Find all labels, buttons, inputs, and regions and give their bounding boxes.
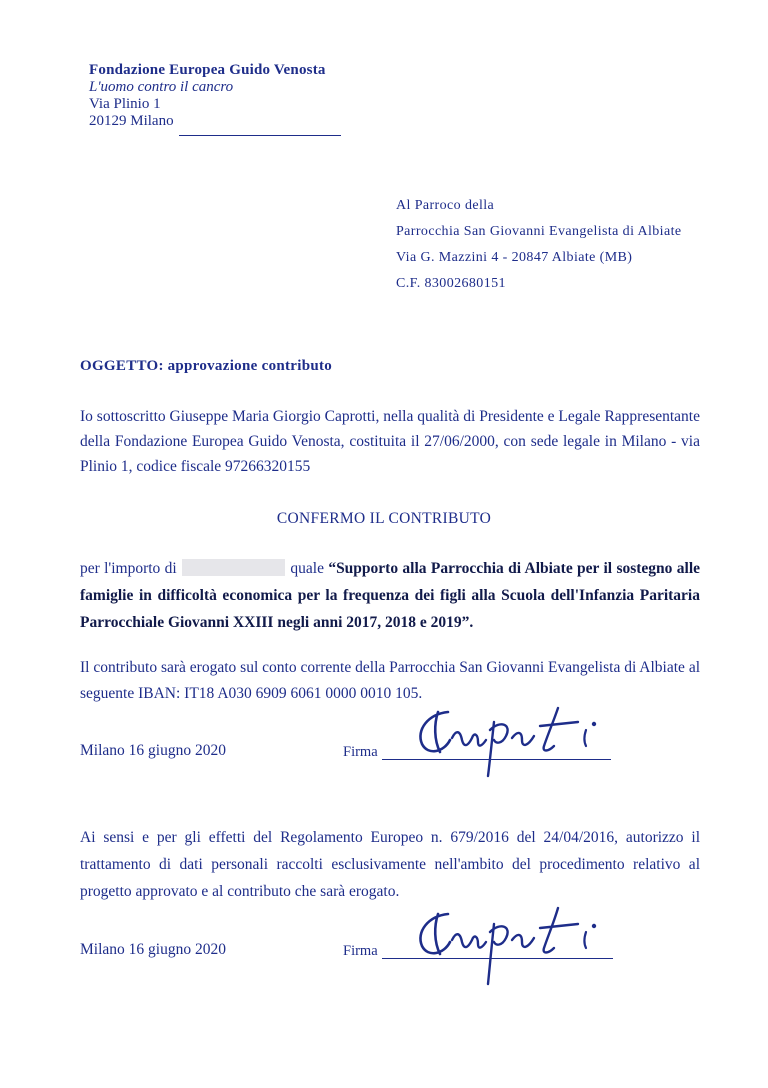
place-date-1: Milano 16 giugno 2020 [80, 742, 226, 759]
subject-text: approvazione contributo [167, 358, 333, 374]
amount-prefix: per l'importo di [80, 560, 177, 577]
handwritten-signature-2 [408, 898, 608, 988]
subject-label: OGGETTO: [80, 358, 164, 374]
recipient-line1: Al Parroco della [396, 198, 495, 213]
recipient-line4: C.F. 83002680151 [396, 276, 506, 291]
sender-street: Via Plinio 1 [89, 96, 161, 112]
sender-block [89, 62, 326, 130]
recipient-block [396, 193, 682, 297]
signature-label-1: Firma [343, 744, 378, 760]
confirm-heading: CONFERMO IL CONTRIBUTO [276, 510, 492, 527]
sender-tagline: L'uomo contro il cancro [89, 79, 234, 95]
amount-paragraph [80, 555, 700, 636]
place-date-2: Milano 16 giugno 2020 [80, 941, 226, 958]
amount-middle: quale [290, 560, 324, 577]
intro-paragraph: Io sottoscritto Giuseppe Maria Giorgio Caprotti, nella qualità di Presidente e Legale Rappresentante della Fondazione Europea Guido Venosta, costituita il 27/06/2000, con sede legale in Milano - via Plinio 1, codice fiscale 97266320155 [80, 408, 700, 475]
recipient-line3: Via G. Mazzini 4 - 20847 Albiate (MB) [396, 250, 633, 265]
recipient-line2: Parrocchia San Giovanni Evangelista di Albiate [396, 224, 682, 239]
sender-underline [179, 135, 341, 136]
project-title: “Supporto alla Parrocchia di Albiate per il sostegno alle famiglie in difficoltà economica per la frequenza dei figli alla Scuola dell'Infanzia Paritaria Parrocchiale Giovanni XXIII negli anni 2017, 2018 e 2019”. [80, 560, 701, 631]
sender-city: 20129 Milano [89, 113, 174, 129]
handwritten-signature-1 [408, 700, 608, 780]
sender-name: Fondazione Europea Guido Venosta [89, 62, 326, 78]
subject-line [80, 358, 332, 375]
redacted-amount [182, 559, 285, 576]
payment-paragraph: Il contributo sarà erogato sul conto corrente della Parrocchia San Giovanni Evangelista di Albiate al seguente IBAN: IT18 A030 6909 6061 0000 0010 105. [80, 659, 700, 702]
privacy-paragraph: Ai sensi e per gli effetti del Regolamento Europeo n. 679/2016 del 24/04/2016, autorizzo il trattamento di dati personali raccolti esclusivamente nell'ambito del procedimento relativo al progetto approvato e al contributo che sarà erogato. [80, 829, 700, 900]
signature-label-2: Firma [343, 943, 378, 959]
